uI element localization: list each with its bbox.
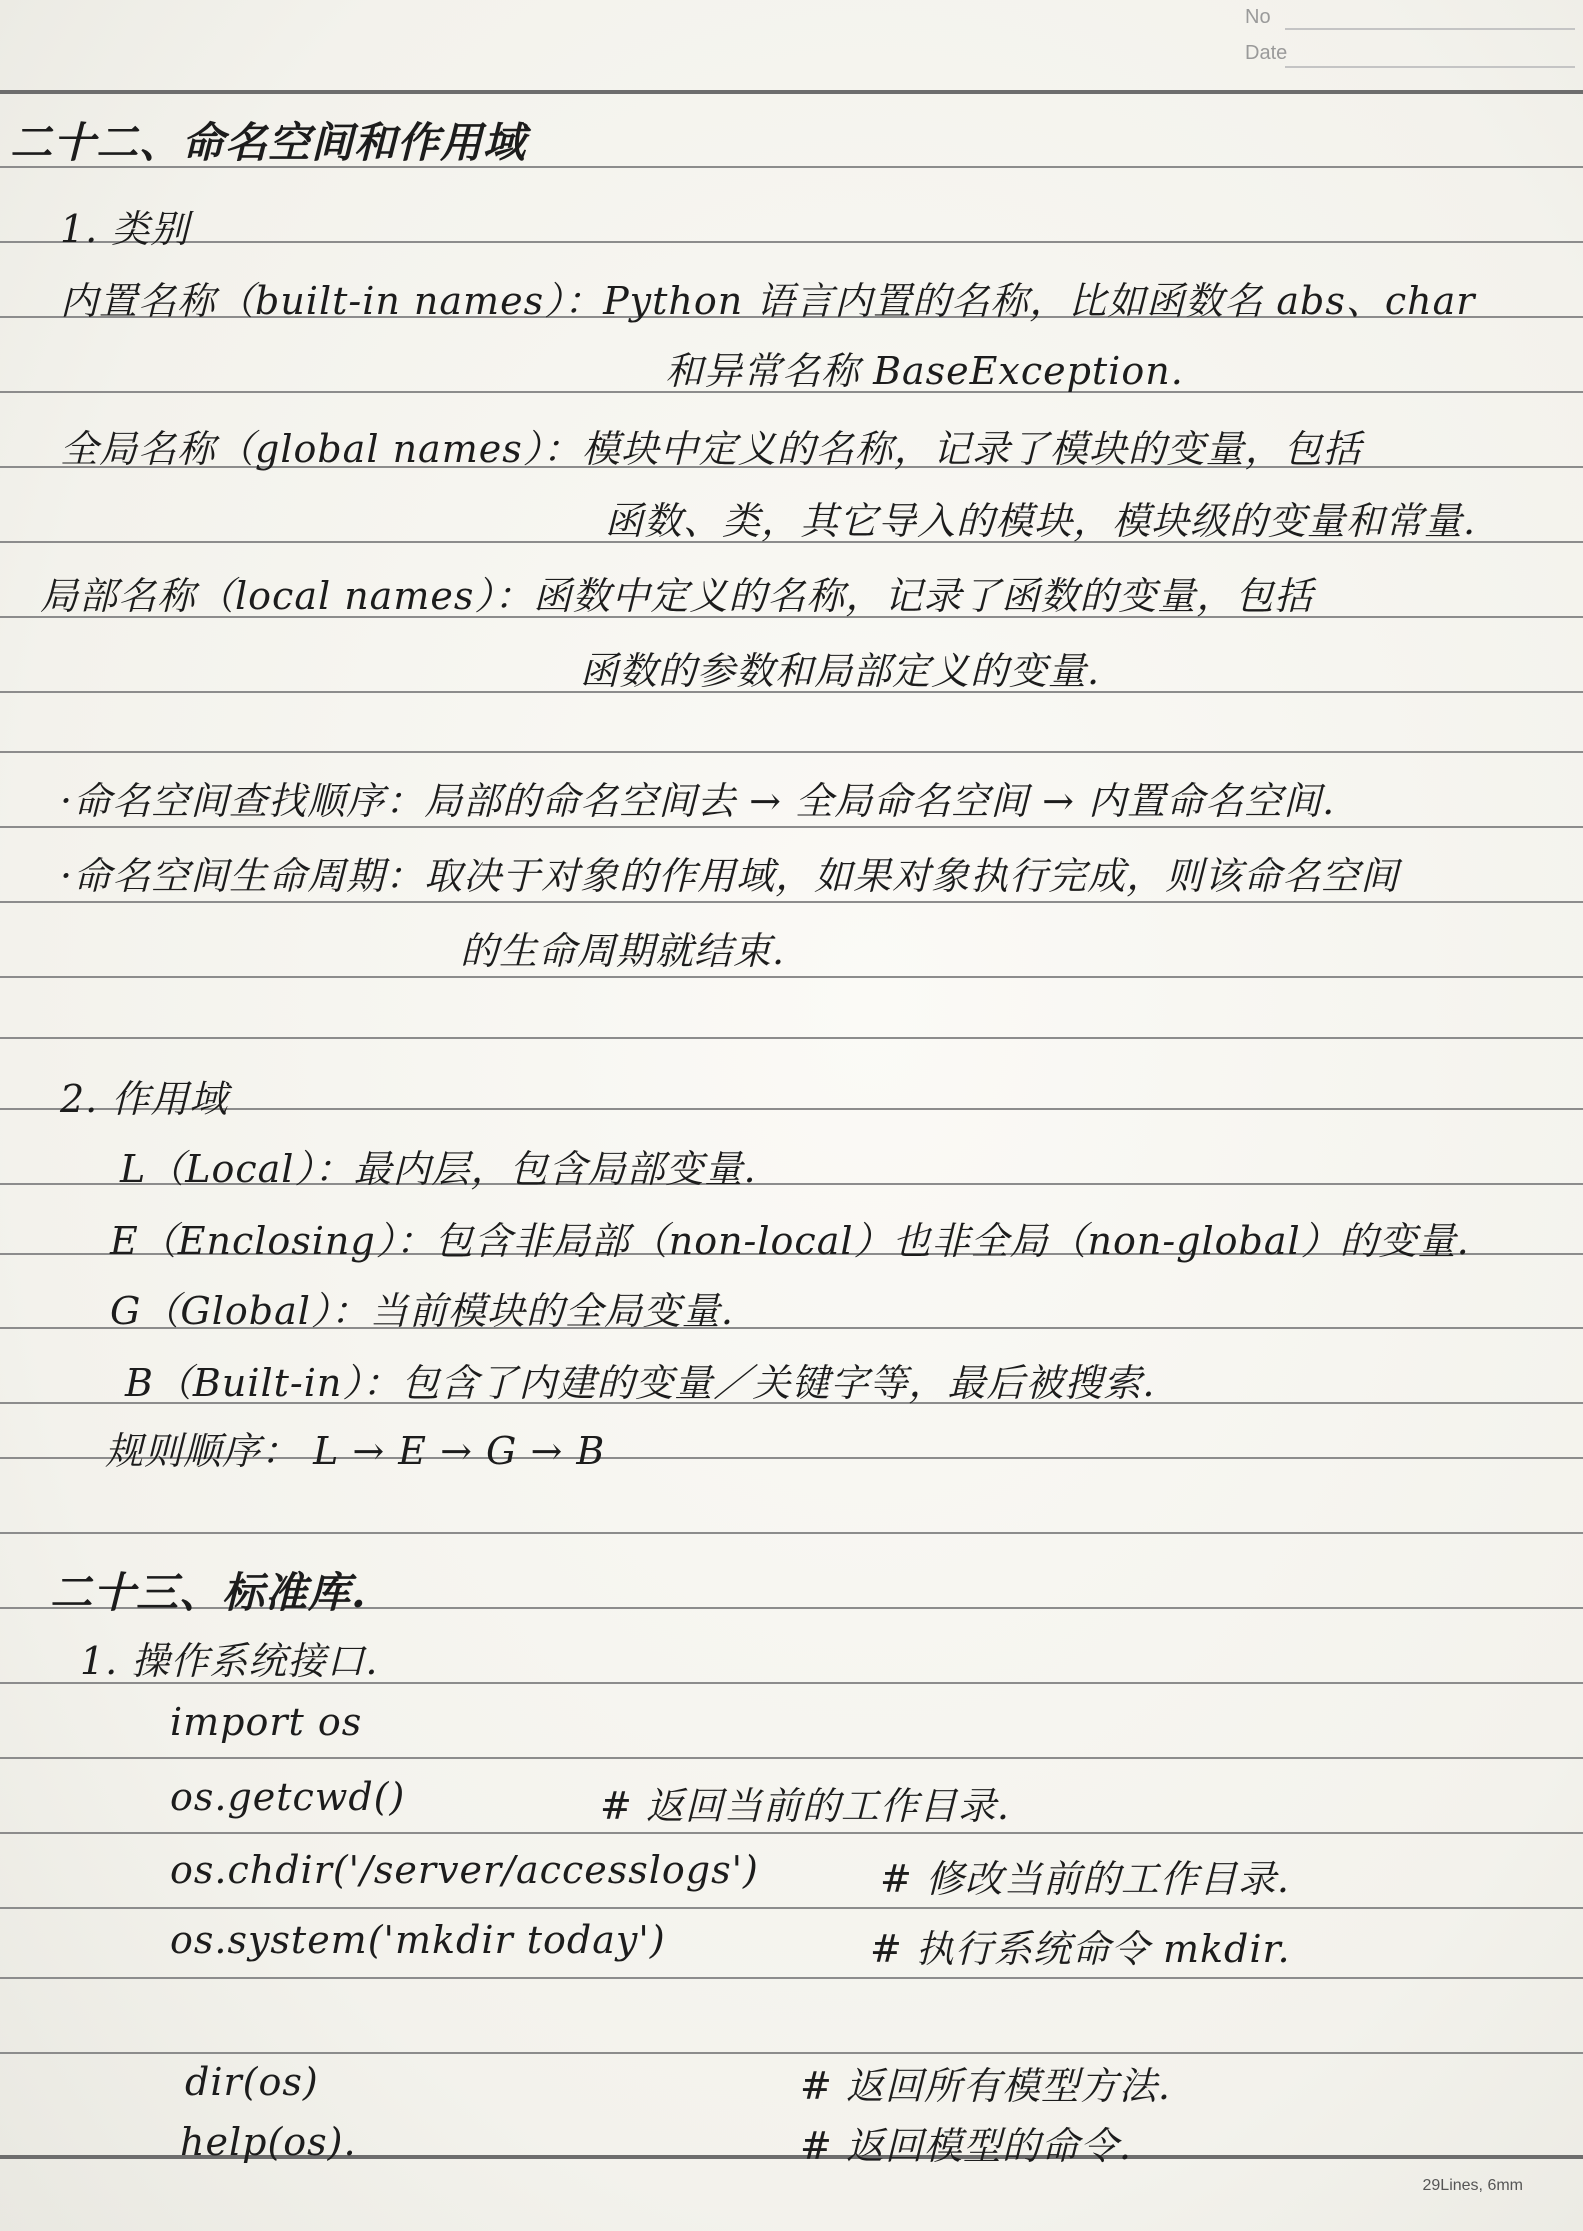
code-system: os.system('mkdir today') xyxy=(170,1918,666,1962)
code-getcwd: os.getcwd() xyxy=(170,1775,406,1819)
code-dir: dir(os) xyxy=(185,2060,319,2104)
section-23-title: 二十三、标准库. xyxy=(50,1568,367,1617)
no-label: No xyxy=(1245,6,1271,28)
ruled-line xyxy=(0,1832,1583,1834)
global-names-line-2: 函数、类，其它导入的模块，模块级的变量和常量. xyxy=(605,499,1477,543)
ruled-line xyxy=(0,241,1583,243)
ruled-line xyxy=(0,976,1583,978)
scope-rule-order: 规则顺序： L → E → G → B xyxy=(105,1429,606,1473)
ruled-line xyxy=(0,751,1583,753)
global-names-line-1: 全局名称（global names）：模块中定义的名称，记录了模块的变量，包括 xyxy=(60,427,1362,471)
ruled-line xyxy=(0,2052,1583,2054)
builtin-names-line-2: 和异常名称 BaseException. xyxy=(665,349,1184,393)
lookup-order: ·命名空间查找顺序：局部的命名空间去 → 全局命名空间 → 内置命名空间. xyxy=(60,779,1336,823)
builtin-names-line-1: 内置名称（built-in names）：Python 语言内置的名称，比如函数名 abs、char xyxy=(60,279,1476,323)
ruled-line xyxy=(0,826,1583,828)
comment-system: # 执行系统命令 mkdir. xyxy=(870,1927,1291,1971)
comment-help: # 返回模型的命令. xyxy=(800,2124,1132,2168)
lifecycle-line-1: ·命名空间生命周期：取决于对象的作用域，如果对象执行完成，则该命名空间 xyxy=(60,854,1400,898)
ruled-line xyxy=(0,901,1583,903)
section-23-sub-1: 1. 操作系统接口. xyxy=(80,1639,379,1683)
code-import-os: import os xyxy=(170,1700,363,1744)
section-22-sub-1: 1. 类别 xyxy=(60,207,190,251)
section-22-title: 二十二、命名空间和作用域 xyxy=(10,118,527,167)
section-22-sub-2: 2. 作用域 xyxy=(60,1077,229,1121)
local-names-line-2: 函数的参数和局部定义的变量. xyxy=(580,649,1101,693)
comment-getcwd: # 返回当前的工作目录. xyxy=(600,1784,1010,1828)
paper-spec: 29Lines, 6mm xyxy=(1422,2177,1523,2194)
scope-global: G（Global）：当前模块的全局变量. xyxy=(110,1289,734,1333)
ruled-line xyxy=(0,1108,1583,1110)
ruled-line xyxy=(0,1037,1583,1039)
scope-enclosing: E（Enclosing）：包含非局部（non-local）也非全局（non-global）的变量. xyxy=(110,1219,1470,1263)
ruled-line xyxy=(0,1907,1583,1909)
date-label: Date xyxy=(1245,42,1288,64)
code-chdir: os.chdir('/server/accesslogs') xyxy=(170,1848,759,1892)
date-rule xyxy=(1285,66,1575,68)
ruled-line xyxy=(0,1757,1583,1759)
ruled-line xyxy=(0,90,1583,94)
scope-local: L（Local）：最内层，包含局部变量. xyxy=(120,1147,757,1191)
ruled-line xyxy=(0,1532,1583,1534)
ruled-line xyxy=(0,1977,1583,1979)
scope-builtin: B（Built-in）：包含了内建的变量／关键字等，最后被搜索. xyxy=(125,1361,1156,1405)
comment-chdir: # 修改当前的工作目录. xyxy=(880,1857,1290,1901)
no-rule xyxy=(1285,28,1575,30)
lifecycle-line-2: 的生命周期就结束. xyxy=(460,929,786,973)
comment-dir: # 返回所有模型方法. xyxy=(800,2064,1171,2108)
code-help: help(os). xyxy=(180,2120,357,2164)
page-header xyxy=(1245,4,1575,74)
local-names-line-1: 局部名称（local names）：函数中定义的名称，记录了函数的变量，包括 xyxy=(40,574,1314,618)
